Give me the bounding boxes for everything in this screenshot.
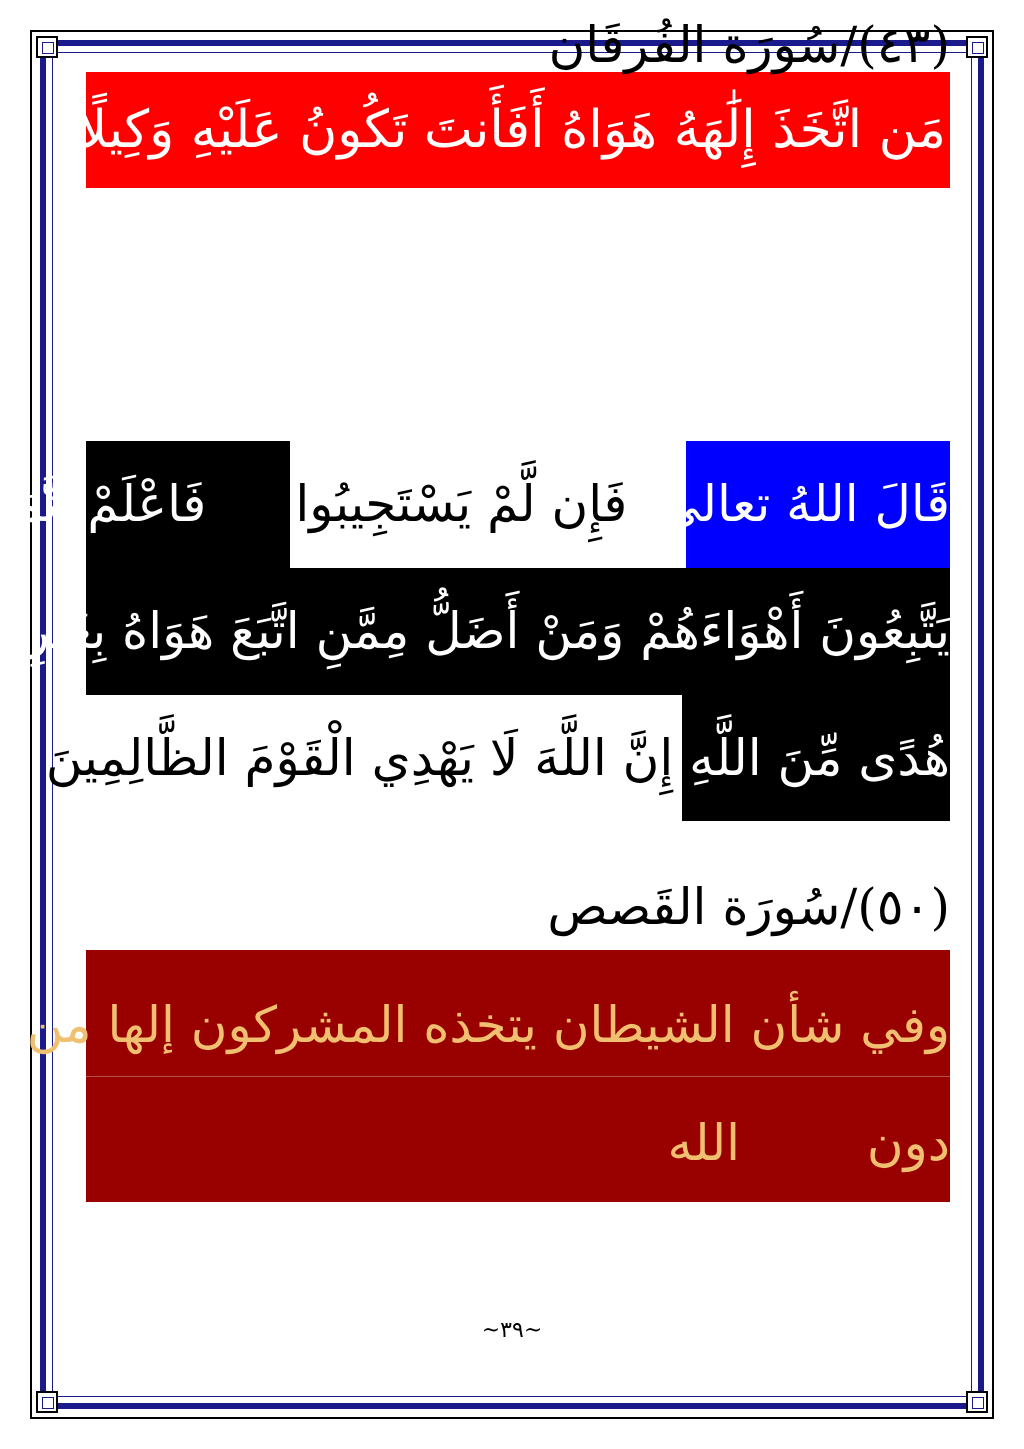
note-line-2 <box>86 1088 950 1198</box>
note-word-doon: دون <box>866 1114 950 1172</box>
verse-line-2: يَتَّبِعُونَ أَهْوَاءَهُمْ وَمَنْ أَضَلُّ مِمَّنِ اتَّبَعَ هَوَاهُ بِغَيْرِ <box>25 602 950 660</box>
header-ayah-text: مَن اتَّخَذَ إِلَٰهَهُ هَوَاهُ أَفَأَنتَ تَكُونُ عَلَيْهِ وَكِيلًا <box>77 100 946 160</box>
verse-line-3-b: إِنَّ اللَّهَ لَا يَهْدِي الْقَوْمَ الظَّالِمِينَ <box>45 729 674 787</box>
verse-intro: قَالَ اللهُ تعالي: <box>643 475 950 533</box>
border-corner-ornament <box>966 1391 988 1413</box>
note-line-1: وفي شأن الشيطان يتخذه المشركون إلها من <box>26 996 950 1054</box>
verse-line-3-a: هُدًى مِّنَ اللَّهِ <box>689 729 950 787</box>
verse-part-2: فَاعْلَمْ أَنَّمَا <box>0 475 207 533</box>
verse-part-1: فَإِن لَّمْ يَسْتَجِيبُوا لَكَ <box>222 475 628 533</box>
verse-line-1 <box>0 444 950 564</box>
border-corner-ornament <box>36 1391 58 1413</box>
verse-line-3 <box>45 698 950 818</box>
surah-reference-qasas: (٥٠)/سُورَة القَصص <box>547 878 950 936</box>
border-corner-ornament <box>36 36 58 58</box>
surah-reference-furqan: (٤٣)/سُورَة الفُرقَان <box>548 16 950 74</box>
border-corner-ornament <box>966 36 988 58</box>
note-word-allah: الله <box>667 1114 740 1172</box>
page-number: ~٣٩~ <box>481 1318 543 1343</box>
